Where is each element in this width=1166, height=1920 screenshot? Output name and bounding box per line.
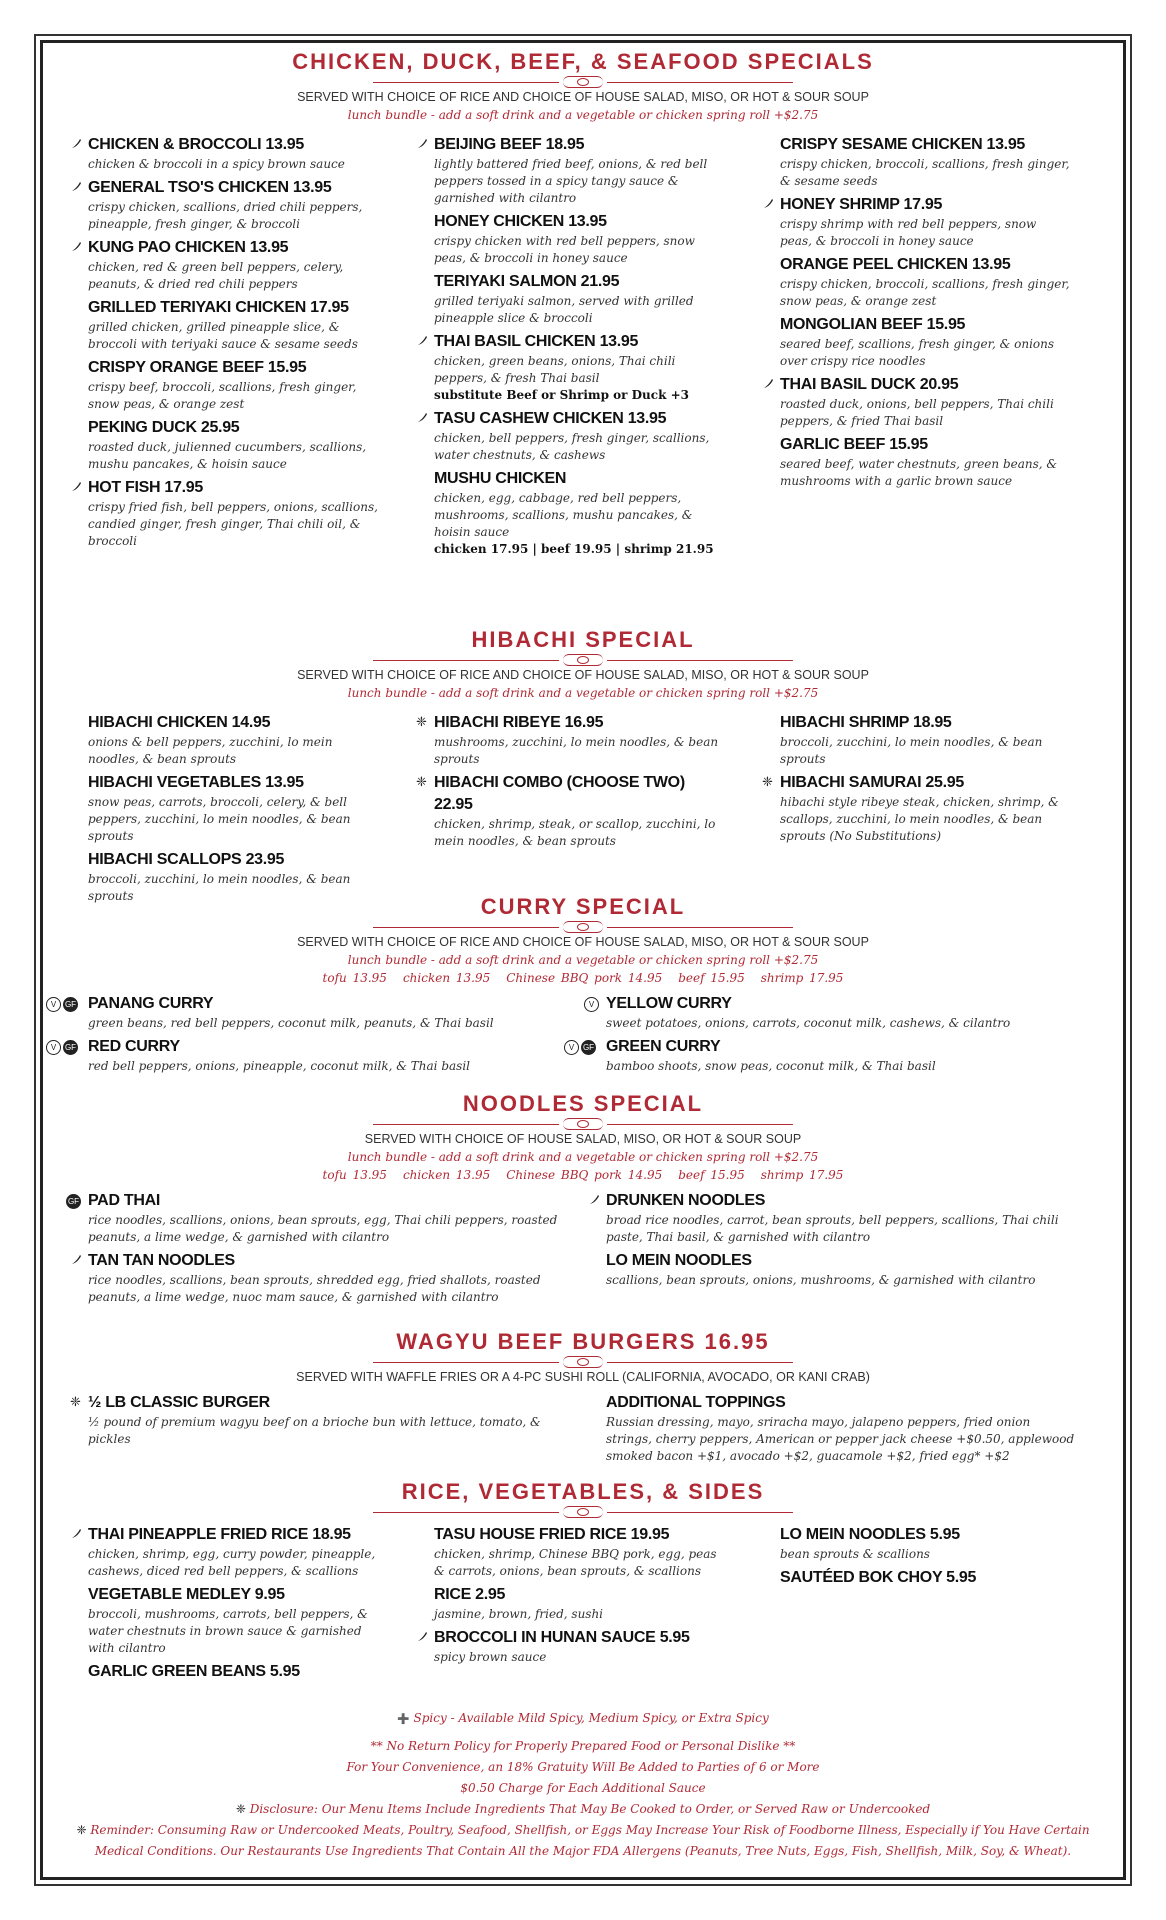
item-description: roasted duck, julienned cucumbers, scallions, mushu pancakes, & hoisin sauce xyxy=(88,440,367,471)
column-left xyxy=(70,1392,558,1452)
column-middle xyxy=(434,134,724,562)
section-title: RICE, VEGETABLES, & SIDES xyxy=(401,1479,765,1504)
raw-warning-icon: ❈ xyxy=(70,1395,81,1410)
item-description: Russian dressing, mayo, sriracha mayo, jalapeno peppers, fried onion strings, cherry peppers, American or pepper jack cheese +$0.50, applewood smoked bacon +$1, avocado +$2, guacamole +$2, fried egg* +$2 xyxy=(606,1415,1075,1463)
item-description: mushrooms, zucchini, lo mein noodles, & bean sprouts xyxy=(434,735,719,766)
menu-item-teriyaki-salmon xyxy=(434,271,724,327)
section-title: HIBACHI SPECIAL xyxy=(471,627,695,652)
served-with-note: SERVED WITH CHOICE OF RICE AND CHOICE OF HOUSE SALAD, MISO, OR HOT & SOUR SOUP xyxy=(297,668,869,682)
vegetarian-icon: V xyxy=(46,1040,61,1055)
item-description: crispy fried fish, bell peppers, onions, scallions, candied ginger, fresh ginger, Thai chili oil, & broccoli xyxy=(88,500,378,548)
menu-item-mongolian-beef xyxy=(780,314,1070,370)
menu-item-drunken-noodles xyxy=(606,1190,1076,1246)
diet-badges xyxy=(564,1039,598,1055)
section-rice-vegetables-sides xyxy=(40,1478,1126,1724)
item-name: CRISPY ORANGE BEEF 15.95 xyxy=(88,359,307,376)
column-right xyxy=(780,134,1070,494)
column-right xyxy=(606,1392,1076,1469)
column-left xyxy=(88,712,378,909)
item-description: onions & bell peppers, zucchini, lo mein noodles, & bean sprouts xyxy=(88,735,333,766)
vegetarian-icon: V xyxy=(564,1040,579,1055)
diet-badges xyxy=(46,1039,80,1055)
ornament-divider xyxy=(373,654,793,666)
return-policy-note: ** No Return Policy for Properly Prepared Food or Personal Dislike ** xyxy=(370,1739,796,1753)
spicy-icon xyxy=(70,480,82,500)
menu-item-thai-basil-duck xyxy=(780,374,1070,430)
served-with-note: SERVED WITH CHOICE OF RICE AND CHOICE OF HOUSE SALAD, MISO, OR HOT & SOUR SOUP xyxy=(297,935,869,949)
menu-item-additional-toppings xyxy=(606,1392,1076,1465)
item-name: YELLOW CURRY xyxy=(606,995,732,1012)
menu-item-rice xyxy=(434,1584,724,1623)
menu-item-garlic-beef xyxy=(780,434,1070,490)
column-left xyxy=(67,1190,558,1310)
section-title: CURRY SPECIAL xyxy=(480,894,686,919)
sauce-charge-note: $0.50 Charge for Each Additional Sauce xyxy=(460,1781,706,1795)
menu-item-broccoli-in-hunan-sauce xyxy=(434,1627,724,1666)
item-name: HIBACHI RIBEYE 16.95 xyxy=(434,714,604,731)
spicy-icon xyxy=(70,137,82,157)
column-left xyxy=(50,993,568,1079)
menu-item-hibachi-ribeye xyxy=(416,712,724,768)
gratuity-note: For Your Convenience, an 18% Gratuity Will Be Added to Parties of 6 or More xyxy=(346,1760,820,1774)
item-name: TASU CASHEW CHICKEN 13.95 xyxy=(434,410,667,427)
spicy-legend: ➕ Spicy - Available Mild Spicy, Medium Spicy, or Extra Spicy xyxy=(397,1711,769,1725)
ornament-divider xyxy=(373,1118,793,1130)
item-description: scallions, bean sprouts, onions, mushrooms, & garnished with cilantro xyxy=(606,1273,1036,1287)
ornament-divider xyxy=(373,1356,793,1368)
protein-price: beef 15.95 xyxy=(678,1168,745,1182)
menu-footer-notes xyxy=(60,1708,1106,1862)
item-description: spicy brown sauce xyxy=(434,1650,547,1664)
item-description: crispy shrimp with red bell peppers, snow peas, & broccoli in honey sauce xyxy=(780,217,1037,248)
column-right xyxy=(762,712,1070,849)
protein-price: chicken 13.95 xyxy=(402,1168,491,1182)
item-name: ORANGE PEEL CHICKEN 13.95 xyxy=(780,256,1011,273)
item-description: broad rice noodles, carrot, bean sprouts, bell peppers, scallions, Thai chili paste, Thai basil, & garnished with cilantro xyxy=(606,1213,1059,1244)
item-name: ADDITIONAL TOPPINGS xyxy=(606,1394,786,1411)
ornament-divider xyxy=(373,921,793,933)
item-name: RICE 2.95 xyxy=(434,1586,506,1603)
reminder-note: ❈ Reminder: Consuming Raw or Undercooked Meats, Poultry, Seafood, Shellfish, or Eggs May Increase Your Risk of Foodborne Illness, Especially if You Have Certain Medical Conditions. Our Restaurants Use Ingredients That Contain All the Major FDA Allergens (Peanuts, Tree Nuts, Eggs, Fish, Shellfish, Milk, Soy, & Wheat). xyxy=(76,1823,1090,1858)
column-middle xyxy=(434,1524,724,1670)
diet-badges xyxy=(584,996,601,1012)
item-description: chicken, shrimp, Chinese BBQ pork, egg, peas & carrots, onions, bean sprouts, & scallions xyxy=(434,1547,717,1578)
menu-item-orange-peel-chicken xyxy=(780,254,1070,310)
section-title: NOODLES SPECIAL xyxy=(462,1091,704,1116)
spicy-icon xyxy=(70,1527,82,1544)
item-description: hibachi style ribeye steak, chicken, shrimp, & scallops, zucchini, lo mein noodles, & bean sprouts (No Substitutions) xyxy=(780,795,1059,843)
item-name: GRILLED TERIYAKI CHICKEN 17.95 xyxy=(88,299,349,316)
gluten-free-icon: GF xyxy=(581,1040,596,1055)
spicy-icon xyxy=(416,334,428,354)
protein-price: tofu 13.95 xyxy=(322,1168,387,1182)
item-name: HIBACHI VEGETABLES 13.95 xyxy=(88,774,304,791)
item-name: TERIYAKI SALMON 21.95 xyxy=(434,273,620,290)
item-description: crispy chicken, broccoli, scallions, fresh ginger, snow peas, & orange zest xyxy=(780,277,1070,308)
item-description: jasmine, brown, fried, sushi xyxy=(434,1607,604,1621)
protein-price: tofu 13.95 xyxy=(322,971,387,985)
served-with-note: SERVED WITH CHOICE OF HOUSE SALAD, MISO, OR HOT & SOUR SOUP xyxy=(364,1132,802,1146)
item-description: chicken, green beans, onions, Thai chili peppers, & fresh Thai basil xyxy=(434,354,676,385)
item-name: DRUNKEN NOODLES xyxy=(606,1192,766,1209)
menu-item-garlic-green-beans xyxy=(88,1661,378,1683)
column-left xyxy=(88,1524,378,1687)
item-description: lightly battered fried beef, onions, & red bell peppers tossed in a spicy tangy sauce & garnished with cilantro xyxy=(434,157,708,205)
item-name: HIBACHI SAMURAI 25.95 xyxy=(780,774,964,791)
menu-item-beijing-beef xyxy=(434,134,724,207)
item-name: HIBACHI SHRIMP 18.95 xyxy=(780,714,952,731)
menu-item-lo-mein-noodles xyxy=(606,1250,1076,1289)
menu-item-thai-basil-chicken xyxy=(434,331,724,404)
column-right xyxy=(606,1190,1076,1293)
menu-item-peking-duck xyxy=(88,417,378,473)
item-description: seared beef, scallions, fresh ginger, & onions over crispy rice noodles xyxy=(780,337,1055,368)
item-note: substitute Beef or Shrimp or Duck +3 xyxy=(434,388,689,402)
menu-item-hot-fish xyxy=(88,477,378,550)
item-name: PEKING DUCK 25.95 xyxy=(88,419,240,436)
raw-warning-icon: ❈ xyxy=(76,1823,87,1837)
menu-item-vegetable-medley xyxy=(88,1584,378,1657)
item-name: CHICKEN & BROCCOLI 13.95 xyxy=(88,136,304,153)
raw-warning-icon: ❈ xyxy=(416,775,427,790)
menu-item-hibachi-shrimp xyxy=(780,712,1070,768)
raw-warning-icon: ❈ xyxy=(416,715,427,730)
spicy-icon xyxy=(70,240,82,260)
vegetarian-icon: V xyxy=(584,997,599,1012)
item-description: chicken, egg, cabbage, red bell peppers, mushrooms, scallions, mushu pancakes, & hoisin sauce xyxy=(434,491,693,539)
item-description: grilled chicken, grilled pineapple slice, & broccoli with teriyaki sauce & sesame seeds xyxy=(88,320,358,351)
spicy-icon xyxy=(70,180,82,200)
column-right xyxy=(568,993,1086,1079)
item-description: rice noodles, scallions, bean sprouts, shredded egg, fried shallots, roasted peanuts, a lime wedge, nuoc mam sauce, & garnished with cilantro xyxy=(88,1273,541,1304)
spicy-icon xyxy=(416,411,428,431)
spicy-icon xyxy=(70,1253,82,1270)
item-name: RED CURRY xyxy=(88,1038,180,1055)
menu-item-kung-pao-chicken xyxy=(88,237,378,293)
item-name: ½ LB CLASSIC BURGER xyxy=(88,1394,270,1411)
item-description: chicken & broccoli in a spicy brown sauce xyxy=(88,157,345,171)
lunch-bundle-note: lunch bundle - add a soft drink and a vegetable or chicken spring roll +$2.75 xyxy=(347,1150,819,1164)
menu-item-tan-tan-noodles xyxy=(88,1250,558,1306)
item-description: crispy chicken, scallions, dried chili peppers, pineapple, fresh ginger, & broccoli xyxy=(88,200,363,231)
protein-price: Chinese BBQ pork 14.95 xyxy=(506,971,663,985)
menu-item-hibachi-samurai xyxy=(762,772,1070,845)
protein-price: shrimp 17.95 xyxy=(760,1168,844,1182)
item-name: HIBACHI CHICKEN 14.95 xyxy=(88,714,271,731)
item-description: roasted duck, onions, bell peppers, Thai chili peppers, & fried Thai basil xyxy=(780,397,1054,428)
item-name: LO MEIN NOODLES 5.95 xyxy=(780,1526,960,1543)
item-name: LO MEIN NOODLES xyxy=(606,1252,752,1269)
menu-item-chicken-broccoli xyxy=(88,134,378,173)
menu-item-crispy-sesame-chicken xyxy=(780,134,1070,190)
raw-warning-icon: ❈ xyxy=(235,1802,246,1816)
item-name: MONGOLIAN BEEF 15.95 xyxy=(780,316,966,333)
vegetarian-icon: V xyxy=(46,997,61,1012)
section-noodles xyxy=(40,1090,1126,1320)
lunch-bundle-note: lunch bundle - add a soft drink and a vegetable or chicken spring roll +$2.75 xyxy=(347,686,819,700)
menu-item-green-curry xyxy=(568,1036,1086,1075)
item-name: BROCCOLI IN HUNAN SAUCE 5.95 xyxy=(434,1629,690,1646)
spicy-icon xyxy=(588,1193,600,1210)
protein-price: Chinese BBQ pork 14.95 xyxy=(506,1168,663,1182)
item-description: crispy chicken, broccoli, scallions, fresh ginger, & sesame seeds xyxy=(780,157,1070,188)
protein-price: beef 15.95 xyxy=(678,971,745,985)
item-name: GENERAL TSO'S CHICKEN 13.95 xyxy=(88,179,332,196)
item-description: seared beef, water chestnuts, green beans, & mushrooms with a garlic brown sauce xyxy=(780,457,1058,488)
item-name: KUNG PAO CHICKEN 13.95 xyxy=(88,239,289,256)
item-name: THAI BASIL DUCK 20.95 xyxy=(780,376,959,393)
item-description: ½ pound of premium wagyu beef on a brioche bun with lettuce, tomato, & pickles xyxy=(88,1415,541,1446)
diet-badges xyxy=(66,1193,83,1209)
item-name: MUSHU CHICKEN xyxy=(434,470,567,487)
item-description: chicken, shrimp, egg, curry powder, pineapple, cashews, diced red bell peppers, & scallions xyxy=(88,1547,376,1578)
protein-price-list xyxy=(40,969,1126,987)
column-middle xyxy=(416,712,724,854)
gluten-free-icon: GF xyxy=(63,997,78,1012)
menu-item-tasu-house-fried-rice xyxy=(434,1524,724,1580)
gluten-free-icon: GF xyxy=(63,1040,78,1055)
ornament-divider xyxy=(373,1506,793,1518)
item-name: PAD THAI xyxy=(88,1192,160,1209)
item-description: rice noodles, scallions, onions, bean sprouts, egg, Thai chili peppers, roasted peanuts, a lime wedge, & garnished with cilantro xyxy=(88,1213,558,1244)
item-description: crispy beef, broccoli, scallions, fresh ginger, snow peas, & orange zest xyxy=(88,380,357,411)
diet-badges xyxy=(46,996,80,1012)
spicy-icon xyxy=(416,137,428,157)
menu-item-tasu-cashew-chicken xyxy=(434,408,724,464)
menu-item-hibachi-combo-choose-two xyxy=(416,772,724,850)
item-description: chicken, bell peppers, fresh ginger, scallions, water chestnuts, & cashews xyxy=(434,431,710,462)
item-description: broccoli, zucchini, lo mein noodles, & bean sprouts xyxy=(88,872,351,903)
served-with-note: SERVED WITH WAFFLE FRIES OR A 4-PC SUSHI ROLL (CALIFORNIA, AVOCADO, OR KANI CRAB) xyxy=(296,1370,870,1384)
menu-item-crispy-orange-beef xyxy=(88,357,378,413)
item-note: chicken 17.95 | beef 19.95 | shrimp 21.95 xyxy=(434,542,714,556)
item-name: TASU HOUSE FRIED RICE 19.95 xyxy=(434,1526,670,1543)
menu-item-honey-chicken xyxy=(434,211,724,267)
column-right xyxy=(780,1524,1070,1593)
item-name: HONEY SHRIMP 17.95 xyxy=(780,196,943,213)
menu-item-lo-mein-noodles xyxy=(780,1524,1070,1563)
item-name: VEGETABLE MEDLEY 9.95 xyxy=(88,1586,285,1603)
lunch-bundle-note: lunch bundle - add a soft drink and a vegetable or chicken spring roll +$2.75 xyxy=(347,108,819,122)
item-name: GARLIC BEEF 15.95 xyxy=(780,436,928,453)
ornament-divider xyxy=(373,76,793,88)
item-name: HIBACHI COMBO (CHOOSE TWO) 22.95 xyxy=(434,774,685,813)
item-name: THAI PINEAPPLE FRIED RICE 18.95 xyxy=(88,1526,351,1543)
protein-price: chicken 13.95 xyxy=(402,971,491,985)
gluten-free-icon: GF xyxy=(66,1194,81,1209)
spicy-icon xyxy=(416,1630,428,1647)
section-title: CHICKEN, DUCK, BEEF, & SEAFOOD SPECIALS xyxy=(292,49,874,74)
raw-warning-icon: ❈ xyxy=(762,775,773,790)
item-description: snow peas, carrots, broccoli, celery, & bell peppers, zucchini, lo mein noodles, & bean sprouts xyxy=(88,795,351,843)
item-name: GREEN CURRY xyxy=(606,1038,721,1055)
item-description: red bell peppers, onions, pineapple, coconut milk, & Thai basil xyxy=(88,1059,470,1073)
spicy-icon: ➕ xyxy=(397,1714,410,1725)
column-left xyxy=(88,134,378,554)
item-name: GARLIC GREEN BEANS 5.95 xyxy=(88,1663,300,1680)
item-name: TAN TAN NOODLES xyxy=(88,1252,235,1269)
menu-item-red-curry xyxy=(50,1036,568,1075)
item-description: chicken, red & green bell peppers, celery, peanuts, & dried red chili peppers xyxy=(88,260,344,291)
item-description: bamboo shoots, snow peas, coconut milk, & Thai basil xyxy=(606,1059,936,1073)
menu-item-honey-shrimp xyxy=(780,194,1070,250)
menu-item-hibachi-chicken xyxy=(88,712,378,768)
item-name: THAI BASIL CHICKEN 13.95 xyxy=(434,333,639,350)
item-name: SAUTÉED BOK CHOY 5.95 xyxy=(780,1569,977,1586)
item-description: broccoli, zucchini, lo mein noodles, & bean sprouts xyxy=(780,735,1043,766)
item-description: chicken, shrimp, steak, or scallop, zucchini, lo mein noodles, & bean sprouts xyxy=(434,817,716,848)
spicy-icon xyxy=(762,197,774,217)
menu-item-hibachi-vegetables xyxy=(88,772,378,845)
item-description: sweet potatoes, onions, carrots, coconut milk, cashews, & cilantro xyxy=(606,1016,1011,1030)
section-chicken-duck-beef-seafood xyxy=(40,48,1126,624)
item-description: grilled teriyaki salmon, served with grilled pineapple slice & broccoli xyxy=(434,294,694,325)
menu-item-lb-classic-burger xyxy=(70,1392,558,1448)
item-name: PANANG CURRY xyxy=(88,995,214,1012)
item-name: HONEY CHICKEN 13.95 xyxy=(434,213,607,230)
item-description: crispy chicken with red bell peppers, snow peas, & broccoli in honey sauce xyxy=(434,234,695,265)
item-name: BEIJING BEEF 18.95 xyxy=(434,136,585,153)
protein-price-list xyxy=(40,1166,1126,1184)
lunch-bundle-note: lunch bundle - add a soft drink and a vegetable or chicken spring roll +$2.75 xyxy=(347,953,819,967)
menu-item-grilled-teriyaki-chicken xyxy=(88,297,378,353)
menu-item-pad-thai xyxy=(67,1190,558,1246)
item-name: CRISPY SESAME CHICKEN 13.95 xyxy=(780,136,1026,153)
protein-price: shrimp 17.95 xyxy=(760,971,844,985)
disclosure-note: ❈ Disclosure: Our Menu Items Include Ingredients That May Be Cooked to Order, or Served Raw or Undercooked xyxy=(235,1802,931,1816)
item-description: green beans, red bell peppers, coconut milk, peanuts, & Thai basil xyxy=(88,1016,494,1030)
item-description: broccoli, mushrooms, carrots, bell peppers, & water chestnuts in brown sauce & garnished with cilantro xyxy=(88,1607,368,1655)
spicy-icon xyxy=(762,377,774,397)
menu-item-general-tso-s-chicken xyxy=(88,177,378,233)
menu-item-thai-pineapple-fried-rice xyxy=(88,1524,378,1580)
menu-item-mushu-chicken xyxy=(434,468,724,558)
section-hibachi xyxy=(40,626,1126,903)
menu-item-panang-curry xyxy=(50,993,568,1032)
item-description: bean sprouts & scallions xyxy=(780,1547,930,1561)
section-curry xyxy=(40,893,1126,1103)
section-wagyu-burgers xyxy=(40,1328,1126,1492)
item-name: HIBACHI SCALLOPS 23.95 xyxy=(88,851,285,868)
item-name: HOT FISH 17.95 xyxy=(88,479,203,496)
section-title: WAGYU BEEF BURGERS 16.95 xyxy=(396,1329,770,1354)
menu-item-saut-ed-bok-choy xyxy=(780,1567,1070,1589)
menu-item-yellow-curry xyxy=(588,993,1086,1032)
served-with-note: SERVED WITH CHOICE OF RICE AND CHOICE OF HOUSE SALAD, MISO, OR HOT & SOUR SOUP xyxy=(297,90,869,104)
